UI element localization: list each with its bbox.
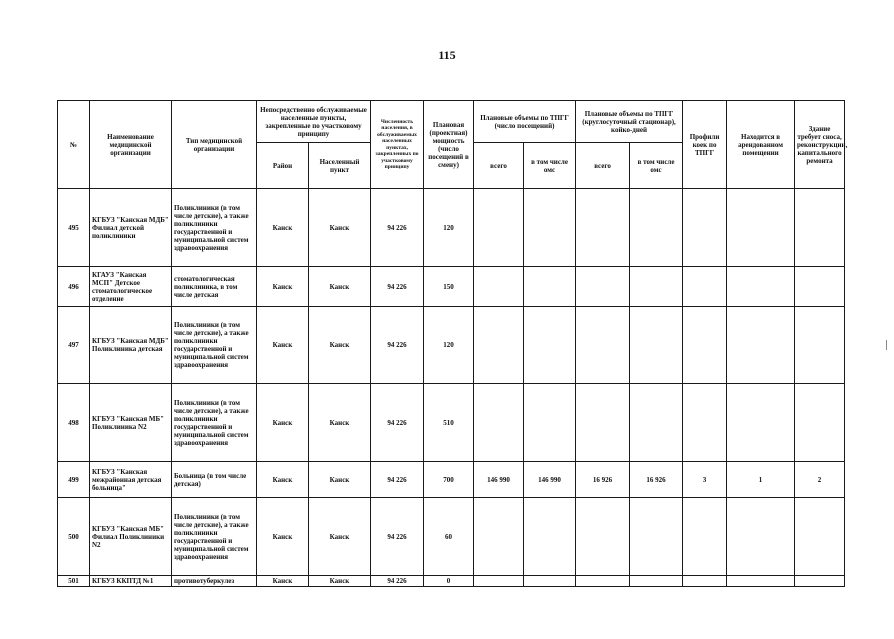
row-settlement: Канск [309, 462, 371, 498]
row-rented [727, 189, 795, 267]
medical-organizations-table [57, 100, 848, 587]
row-profiles: 3 [683, 462, 727, 498]
row-num: 499 [58, 462, 90, 498]
row-beds-oms [630, 576, 683, 587]
scan-edge-mark [886, 340, 887, 350]
row-demolition [795, 498, 845, 576]
header-population: Численность населения, в обслуживаемых населенных пунктах, закрепленных по участковому принципу [371, 101, 424, 189]
header-org-name: Наименование медицинской организации [90, 101, 172, 189]
header-tpgg-visits: Плановые объемы по ТПГГ (число посещений) [474, 101, 576, 143]
row-district: Канск [257, 462, 309, 498]
row-org-type: Поликлиники (в том числе детские), а также поликлиники государственной и муниципальной систем здравоохранения [172, 189, 257, 267]
row-org-name: КГБУЗ "Канская МБ" Поликлиника N2 [90, 384, 172, 462]
row-district: Канск [257, 189, 309, 267]
row-beds-total [576, 384, 630, 462]
row-district: Канск [257, 384, 309, 462]
row-demolition [795, 576, 845, 587]
row-profiles [683, 307, 727, 384]
row-visits-oms [524, 307, 576, 384]
row-population: 94 226 [371, 189, 424, 267]
row-visits-oms [524, 576, 576, 587]
row-org-type: стоматологическая поликлиника, в том числе детская [172, 267, 257, 307]
header-settlement: Населенный пункт [309, 143, 371, 189]
row-demolition [795, 267, 845, 307]
table-row [58, 384, 845, 462]
row-rented: 1 [727, 462, 795, 498]
row-beds-oms [630, 267, 683, 307]
row-num: 500 [58, 498, 90, 576]
page-number: 115 [438, 48, 456, 62]
row-beds-oms: 16 926 [630, 462, 683, 498]
row-beds-oms [630, 498, 683, 576]
row-num: 498 [58, 384, 90, 462]
row-district: Канск [257, 307, 309, 384]
row-profiles [683, 267, 727, 307]
row-num: 501 [58, 576, 90, 587]
header-beds-total: всего [576, 143, 630, 189]
header-district: Район [257, 143, 309, 189]
row-profiles [683, 576, 727, 587]
header-profiles: Профили коек по ТПГГ [683, 101, 727, 189]
row-visits-oms [524, 189, 576, 267]
row-beds-total: 16 926 [576, 462, 630, 498]
row-demolition: 2 [795, 462, 845, 498]
row-rented [727, 498, 795, 576]
row-population: 94 226 [371, 307, 424, 384]
row-org-name: КГБУЗ "Канская МБ" Филиал Поликлиники N2 [90, 498, 172, 576]
row-population: 94 226 [371, 498, 424, 576]
row-org-type: Больница (в том числе детская) [172, 462, 257, 498]
row-capacity: 510 [424, 384, 474, 462]
header-served-settlements: Непосредственно обслуживаемые населенные пункты, закрепленные по участковому принципу [257, 101, 371, 143]
header-org-type: Тип медицинской организации [172, 101, 257, 189]
row-demolition [795, 189, 845, 267]
table-row [58, 576, 845, 587]
row-beds-oms [630, 384, 683, 462]
row-beds-total [576, 307, 630, 384]
row-rented [727, 384, 795, 462]
row-visits-total [474, 267, 524, 307]
row-beds-oms [630, 189, 683, 267]
row-rented [727, 576, 795, 587]
row-beds-oms [630, 307, 683, 384]
row-beds-total [576, 189, 630, 267]
row-rented [727, 307, 795, 384]
row-settlement: Канск [309, 498, 371, 576]
row-settlement: Канск [309, 307, 371, 384]
row-visits-total [474, 576, 524, 587]
header-capacity: Плановая (проектная) мощность (число посещений в смену) [424, 101, 474, 189]
row-demolition [795, 307, 845, 384]
row-beds-total [576, 576, 630, 587]
header-beds-oms: в том числе омс [630, 143, 683, 189]
row-capacity: 60 [424, 498, 474, 576]
row-num: 496 [58, 267, 90, 307]
row-org-type: Поликлиники (в том числе детские), а также поликлиники государственной и муниципальной систем здравоохранения [172, 307, 257, 384]
row-visits-total [474, 384, 524, 462]
table-row [58, 307, 845, 384]
table-row [58, 462, 845, 498]
row-visits-total [474, 307, 524, 384]
row-org-name: КГБУЗ ККПТД №1 [90, 576, 172, 587]
row-population: 94 226 [371, 576, 424, 587]
row-profiles [683, 384, 727, 462]
row-visits-oms [524, 498, 576, 576]
row-org-type: Поликлиники (в том числе детские), а также поликлиники государственной и муниципальной систем здравоохранения [172, 498, 257, 576]
row-org-name: КГБУЗ "Канская межрайонная детская больница" [90, 462, 172, 498]
table-row [58, 189, 845, 267]
row-district: Канск [257, 498, 309, 576]
table-row [58, 498, 845, 576]
row-settlement: Канск [309, 267, 371, 307]
row-settlement: Канск [309, 384, 371, 462]
row-visits-oms: 146 990 [524, 462, 576, 498]
header-visits-oms: в том числе омс [524, 143, 576, 189]
row-org-name: КГАУЗ "Канская МСП" Детское стоматологическое отделение [90, 267, 172, 307]
row-beds-total [576, 498, 630, 576]
header-demolition: Здание требует сноса, реконструкции, капитального ремонта [795, 101, 845, 189]
row-capacity: 700 [424, 462, 474, 498]
row-district: Канск [257, 267, 309, 307]
row-settlement: Канск [309, 189, 371, 267]
row-org-name: КГБУЗ "Канская МДБ" Поликлиника детская [90, 307, 172, 384]
header-tpgg-beds: Плановые объемы по ТПГГ (круглосуточный стационар), койко-дней [576, 101, 683, 143]
row-population: 94 226 [371, 267, 424, 307]
row-visits-oms [524, 267, 576, 307]
row-num: 495 [58, 189, 90, 267]
row-org-type: Поликлиники (в том числе детские), а также поликлиники государственной и муниципальной систем здравоохранения [172, 384, 257, 462]
row-beds-total [576, 267, 630, 307]
row-capacity: 120 [424, 189, 474, 267]
row-demolition [795, 384, 845, 462]
row-population: 94 226 [371, 462, 424, 498]
header-visits-total: всего [474, 143, 524, 189]
row-visits-total: 146 990 [474, 462, 524, 498]
row-settlement: Канск [309, 576, 371, 587]
row-num: 497 [58, 307, 90, 384]
row-district: Канск [257, 576, 309, 587]
row-capacity: 0 [424, 576, 474, 587]
row-rented [727, 267, 795, 307]
row-visits-oms [524, 384, 576, 462]
header-rented: Находится в арендованном помещении [727, 101, 795, 189]
table-row [58, 267, 845, 307]
row-capacity: 150 [424, 267, 474, 307]
row-visits-total [474, 498, 524, 576]
row-org-name: КГБУЗ "Канская МДБ" Филиал детской поликлиники [90, 189, 172, 267]
row-profiles [683, 189, 727, 267]
row-profiles [683, 498, 727, 576]
row-capacity: 120 [424, 307, 474, 384]
row-org-type: противотуберкулез [172, 576, 257, 587]
row-visits-total [474, 189, 524, 267]
row-population: 94 226 [371, 384, 424, 462]
header-num: № [58, 101, 90, 189]
